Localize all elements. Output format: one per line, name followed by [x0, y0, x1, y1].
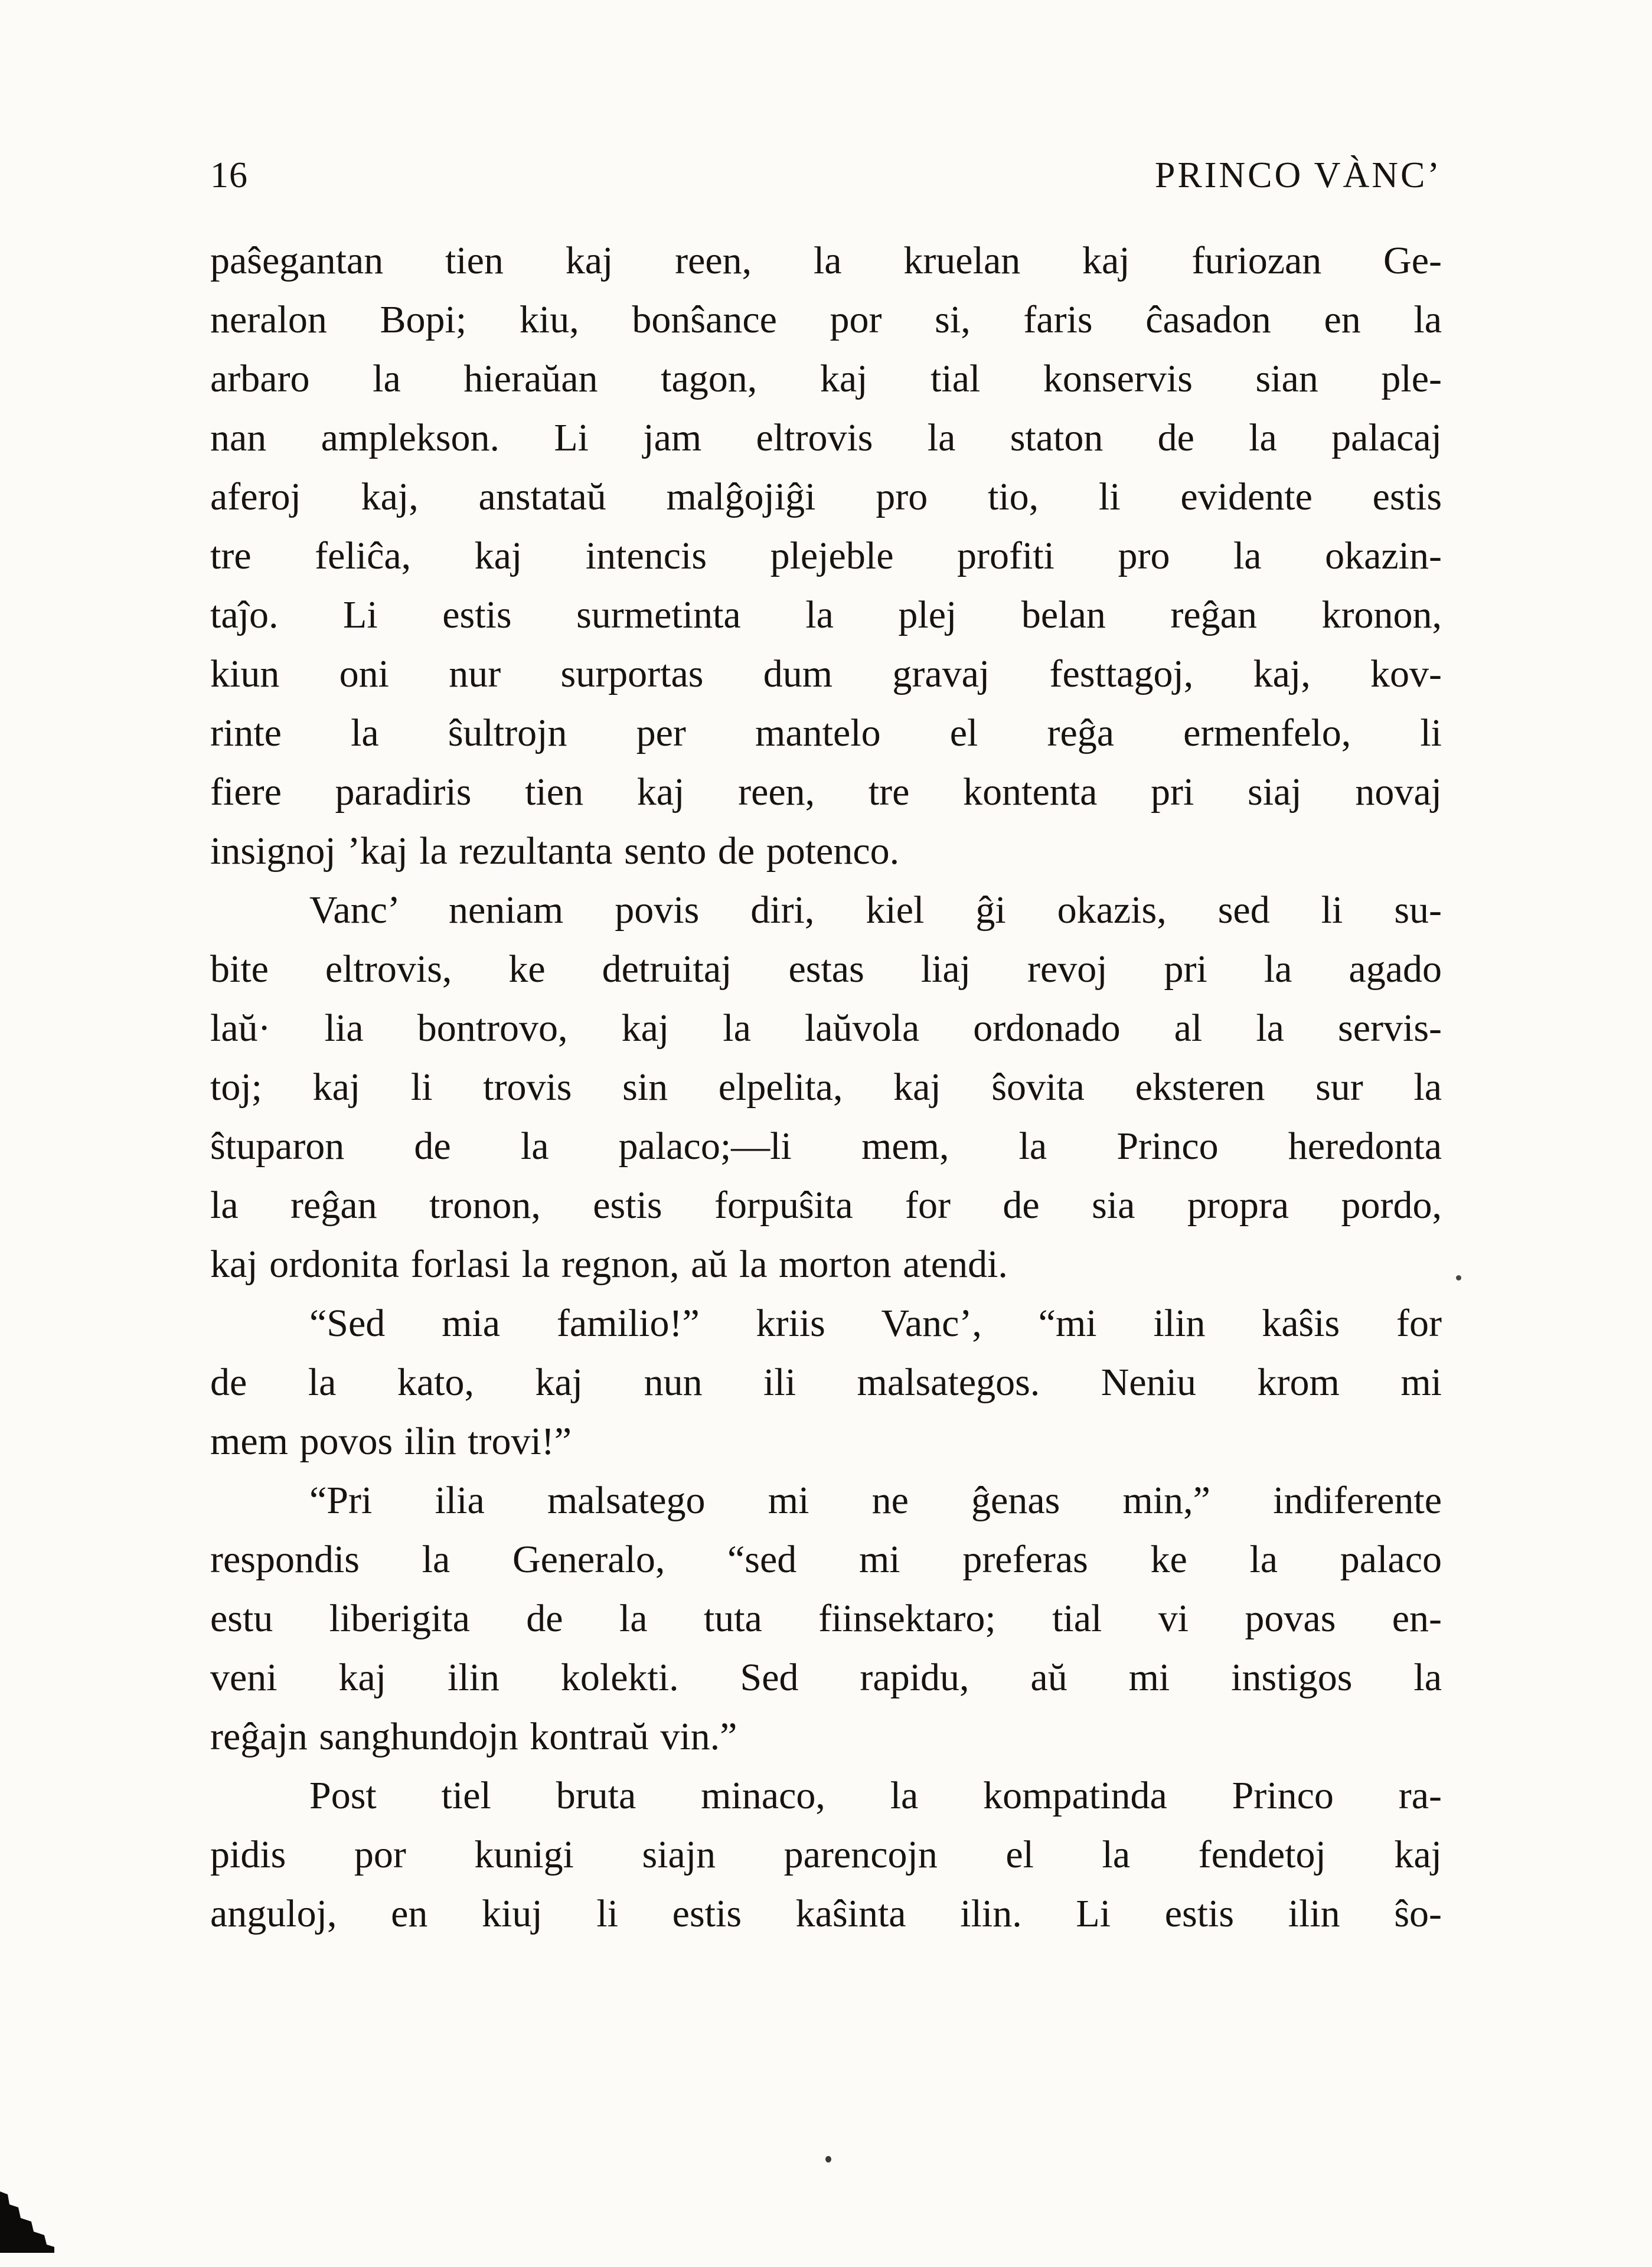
- text-line: taĵo. Li estis surmetinta la plej belan reĝan kronon,: [210, 593, 1442, 636]
- paragraph: [210, 1471, 1442, 1766]
- text-line: neralon Bopi; kiu, bonŝance por si, faris ĉasadon en la: [210, 298, 1442, 341]
- paragraph: [210, 881, 1442, 1294]
- text-line: reĝajn sanghundojn kontraŭ vin.”: [210, 1715, 737, 1758]
- text-line: anguloj, en kiuj li estis kaŝinta ilin. Li estis ilin ŝo-: [210, 1892, 1442, 1935]
- text-line: kaj ordonita forlasi la regnon, aŭ la morton atendi.: [210, 1243, 1008, 1286]
- text-line: nan amplekson. Li jam eltrovis la staton de la palacaj: [210, 416, 1442, 459]
- text-line: “Sed mia familio!” kriis Vanc’, “mi ilin kaŝis for: [309, 1302, 1442, 1345]
- text-line: la reĝan tronon, estis forpuŝita for de sia propra pordo,: [210, 1184, 1442, 1227]
- text-line: tre feliĉa, kaj intencis plejeble profiti pro la okazin-: [210, 534, 1442, 577]
- page-header: [210, 155, 1442, 197]
- paragraph: [210, 231, 1442, 881]
- text-line: ŝtuparon de la palaco;—li mem, la Princo heredonta: [210, 1125, 1442, 1168]
- text-line: pidis por kunigi siajn parencojn el la fendetoj kaj: [210, 1833, 1442, 1876]
- stray-dot-bottom-center: [825, 2156, 831, 2163]
- body-text: [210, 231, 1442, 1943]
- text-line: mem povos ilin trovi!”: [210, 1420, 572, 1463]
- text-line: “Pri ilia malsatego mi ne ĝenas min,” indiferente: [309, 1479, 1442, 1522]
- text-line: veni kaj ilin kolekti. Sed rapidu, aŭ mi instigos la: [210, 1656, 1442, 1699]
- paragraph: [210, 1294, 1442, 1471]
- text-line: aferoj kaj, anstataŭ malĝojiĝi pro tio, li evidente estis: [210, 475, 1442, 518]
- text-line: toj; kaj li trovis sin elpelita, kaj ŝovita eksteren sur la: [210, 1066, 1442, 1109]
- paragraph: [210, 1766, 1442, 1943]
- text-line: kiun oni nur surportas dum gravaj festtagoj, kaj, kov-: [210, 652, 1442, 695]
- text-line: laŭ· lia bontrovo, kaj la laŭvola ordonado al la servis-: [210, 1007, 1442, 1050]
- text-line: rinte la ŝultrojn per mantelo el reĝa ermenfelo, li: [210, 711, 1442, 754]
- text-line: respondis la Generalo, “sed mi preferas ke la palaco: [210, 1538, 1442, 1581]
- text-line: estu liberigita de la tuta fiinsektaro; tial vi povas en-: [210, 1597, 1442, 1640]
- text-line: fiere paradiris tien kaj reen, tre kontenta pri siaj novaj: [210, 770, 1442, 814]
- text-line: Post tiel bruta minaco, la kompatinda Princo ra-: [309, 1774, 1442, 1817]
- text-line: de la kato, kaj nun ili malsategos. Neniu krom mi: [210, 1361, 1442, 1404]
- running-title: PRINCO VÀNC’: [1154, 155, 1442, 195]
- text-line: Vanc’ neniam povis diri, kiel ĝi okazis, sed li su-: [309, 888, 1442, 932]
- text-line: arbaro la hieraŭan tagon, kaj tial konservis sian ple-: [210, 357, 1442, 400]
- text-line: insignoj ’kaj la rezultanta sento de potenco.: [210, 829, 900, 873]
- page-number: 16: [210, 155, 248, 195]
- text-line: paŝegantan tien kaj reen, la kruelan kaj furiozan Ge-: [210, 239, 1442, 282]
- ink-smudge-mark: [0, 2191, 54, 2253]
- text-line: bite eltrovis, ke detruitaj estas liaj revoj pri la agado: [210, 948, 1442, 991]
- stray-dot-right-margin: [1456, 1275, 1461, 1281]
